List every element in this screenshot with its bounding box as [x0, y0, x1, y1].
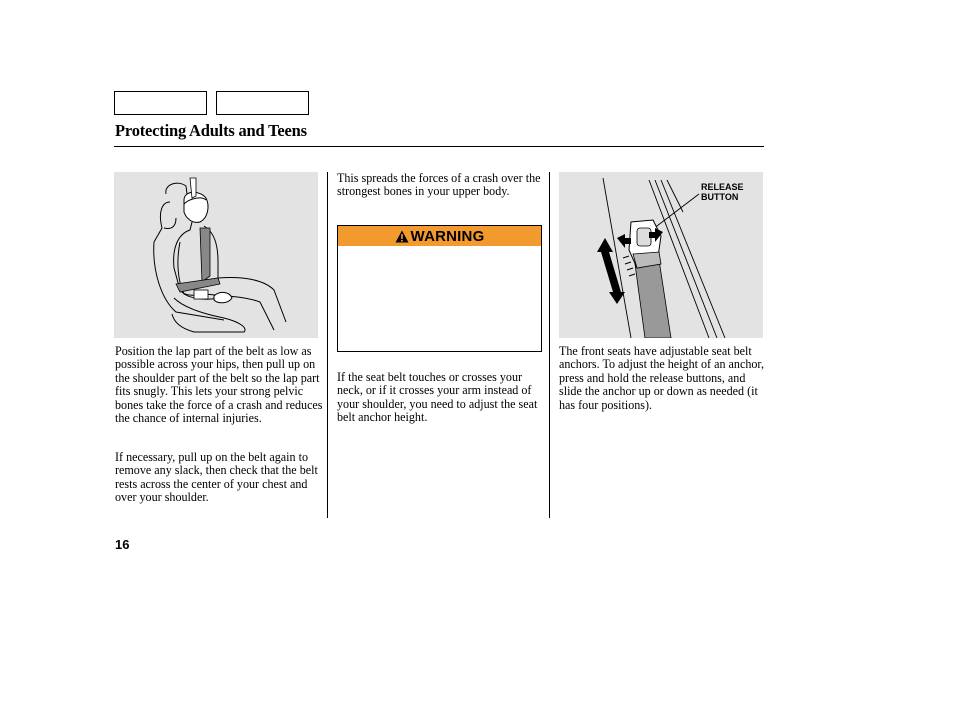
page-number: 16 — [115, 537, 130, 552]
release-button-label: RELEASE BUTTON — [701, 182, 744, 202]
warning-header — [338, 226, 541, 246]
left-paragraph-1: Position the lap part of the belt as low as possible across your hips, then pull up on the shoulder part of the belt so the lap part fits snugly. This lets your strong pelvic bones take the force of a crash and reduces the chance of internal injuries. — [115, 344, 323, 426]
page-title: Protecting Adults and Teens — [115, 121, 307, 140]
middle-paragraph-1: This spreads the forces of a crash over the strongest bones in your upper body. — [337, 171, 541, 199]
warning-triangle-icon — [395, 230, 409, 243]
middle-paragraph-2: If the seat belt touches or crosses your neck, or if it crosses your arm instead of your shoulder, you need to adjust the seat belt anchor height. — [337, 370, 538, 425]
title-rule — [114, 146, 764, 147]
nav-tab-box-1[interactable] — [114, 91, 207, 115]
column-divider-1 — [327, 172, 328, 518]
seated-belt-drawing — [114, 172, 318, 338]
right-paragraph-1: The front seats have adjustable seat belt anchors. To adjust the height of an anchor, press and hold the release buttons, and slide the anchor up or down as needed (it has four positions). — [559, 344, 764, 412]
seated-belt-illustration — [114, 172, 318, 338]
warning-box — [337, 225, 542, 352]
left-paragraph-2: If necessary, pull up on the belt again to remove any slack, then check that the belt rests across the center of your chest and over your shoulder. — [115, 450, 318, 505]
warning-label: WARNING — [410, 227, 485, 245]
nav-tab-box-2[interactable] — [216, 91, 309, 115]
column-divider-2 — [549, 172, 550, 518]
